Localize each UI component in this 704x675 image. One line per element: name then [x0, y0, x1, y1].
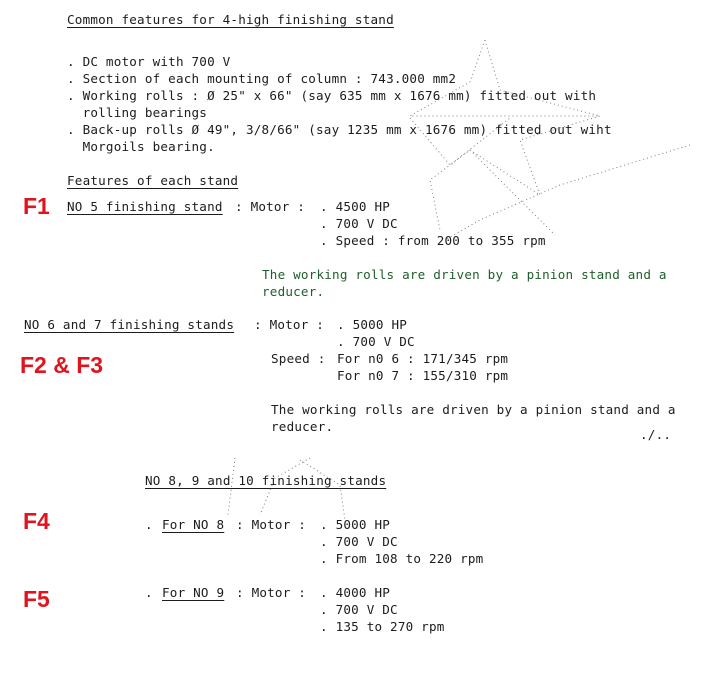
f23-note-line-1: The working rolls are driven by a pinion stand and a: [271, 402, 676, 417]
f1-label: F1: [23, 193, 50, 219]
f4-label: F4: [23, 508, 50, 534]
f23-speed-label: Speed :: [271, 351, 326, 366]
f23-speed-no7: For n0 7 : 155/310 rpm: [337, 368, 509, 383]
f5-label: F5: [23, 586, 50, 612]
common-item-5: . Back-up rolls Ø 49", 3/8/66" (say 1235 mm x 1676 mm) fitted out wiht: [67, 122, 612, 137]
f5-motor-prefix: : Motor :: [236, 585, 307, 600]
f1-motor-prefix: : Motor :: [235, 199, 306, 214]
f4-spec-speed: . From 108 to 220 rpm: [320, 551, 484, 566]
common-item-3: . Working rolls : Ø 25" x 66" (say 635 mm x 1676 mm) fitted out with: [67, 88, 597, 103]
f23-label: F2 & F3: [20, 352, 104, 378]
common-title: Common features for 4-high finishing stand: [67, 12, 394, 27]
common-item-6: Morgoils bearing.: [67, 139, 215, 154]
f23-note-line-2: reducer.: [271, 419, 334, 434]
f1-spec-voltage: . 700 V DC: [320, 216, 398, 231]
f1-spec-hp: . 4500 HP: [320, 199, 391, 214]
f5-spec-speed: . 135 to 270 rpm: [320, 619, 445, 634]
f1-spec-speed: . Speed : from 200 to 355 rpm: [320, 233, 546, 248]
continued-marker: ./..: [640, 427, 672, 442]
common-item-1: . DC motor with 700 V: [67, 54, 231, 69]
f4-motor-prefix: : Motor :: [236, 517, 307, 532]
f5-spec-voltage: . 700 V DC: [320, 602, 398, 617]
f23-speed-no6: For n0 6 : 171/345 rpm: [337, 351, 509, 366]
f4-bullet: .: [145, 517, 153, 532]
common-item-2: . Section of each mounting of column : 743.000 mm2: [67, 71, 457, 86]
f1-note-line-1: The working rolls are driven by a pinion stand and a: [262, 267, 667, 282]
f4-stand-name: For NO 8: [162, 517, 225, 532]
f23-stand-name: NO 6 and 7 finishing stands: [24, 317, 235, 332]
f23-spec-voltage: . 700 V DC: [337, 334, 415, 349]
f23-motor-prefix: : Motor :: [254, 317, 325, 332]
f5-bullet: .: [145, 585, 153, 600]
f5-spec-hp: . 4000 HP: [320, 585, 391, 600]
common-item-4: rolling bearings: [67, 105, 208, 120]
f1-stand-name: NO 5 finishing stand: [67, 199, 223, 214]
f4-spec-hp: . 5000 HP: [320, 517, 391, 532]
each-stand-title: Features of each stand: [67, 173, 239, 188]
f23-spec-hp: . 5000 HP: [337, 317, 408, 332]
f4-spec-voltage: . 700 V DC: [320, 534, 398, 549]
group-title: NO 8, 9 and 10 finishing stands: [145, 473, 387, 488]
f1-note-line-2: reducer.: [262, 284, 325, 299]
f5-stand-name: For NO 9: [162, 585, 225, 600]
